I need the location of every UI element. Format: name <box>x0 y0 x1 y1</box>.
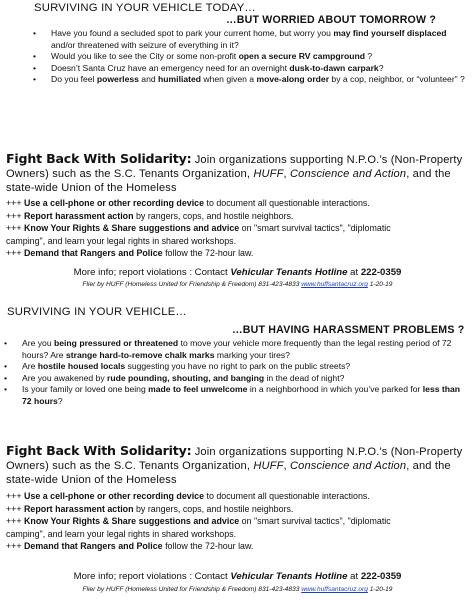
list-item: camping", and learn your legal rights in shared workshops. <box>6 235 237 246</box>
fight-back-heading: Fight Back With Solidarity: <box>6 443 192 458</box>
list-item: +++ Know Your Rights & Share suggestions and advice on "smart survival tactics", "diplomatic <box>6 223 391 234</box>
fight-back-heading: Fight Back With Solidarity: <box>6 151 192 166</box>
section2-bullet-list <box>4 338 470 408</box>
contact-info: More info; report violations : Contact Vehicular Tenants Hotline at 222-0359 <box>73 267 402 278</box>
section1-bullet-list <box>33 28 469 86</box>
list-item: +++ Demand that Rangers and Police follow the 72-hour law. <box>6 248 254 259</box>
list-item: • Are you being pressured or threatened to move your vehicle more frequently than the legal resting period of 72 hours? Are strange hard-to-remove chalk marks marking your tires? <box>4 338 452 360</box>
list-item: • Is your family or loved one being made to feel unwelcome in a neighborhood in which you’ve parked for less than 72 hours? <box>4 384 461 406</box>
action-steps-repeat <box>6 490 472 553</box>
section1-title: SURVIVING IN YOUR VEHICLE TODAY… <box>34 2 256 14</box>
list-item: • Are hostile housed locals suggesting you have no right to park on the public streets? <box>4 361 351 372</box>
list-item: • Are you awakened by rude pounding, shouting, and banging in the dead of night? <box>4 372 345 383</box>
section2-subtitle: …BUT HAVING HARASSMENT PROBLEMS ? <box>232 324 465 336</box>
flier-credit: Flier by HUFF (Homeless United for Friendship & Freedom) 831-423-4833 www.huffsantacruz.org 1-20-19 <box>82 281 393 288</box>
hotline-phone: 222-0359 <box>360 267 402 278</box>
huff-website-link[interactable]: www.huffsantacruz.org <box>301 281 368 288</box>
list-item: • Have you found a secluded spot to park your current home, but worry you may find yourself displaced and/or threatened with seizure of everything in it? <box>33 28 447 50</box>
contact-info-repeat: More info; report violations : Contact Vehicular Tenants Hotline at 222-0359 <box>73 571 402 582</box>
list-item: +++ Report harassment action by rangers, cops, and hostile neighbors. <box>6 210 294 221</box>
list-item: +++ Know Your Rights & Share suggestions and advice on "smart survival tactics", "diplomatic <box>6 516 391 527</box>
fight-back-paragraph: Fight Back With Solidarity: Join organizations supporting N.P.O.’s (Non-Property Owners) such as the S.C. Tenants Organization, HUFF, Conscience and Action, and the state-wide Union of the Homeless <box>6 151 463 194</box>
huff-website-link[interactable]: www.huffsantacruz.org <box>301 586 368 593</box>
hotline-name: Vehicular Tenants Hotline <box>230 267 348 278</box>
list-item: camping", and learn your legal rights in shared workshops. <box>6 528 237 539</box>
action-steps <box>6 197 472 260</box>
list-item: • Do you feel powerless and humiliated when given a move-along order by a cop, neighbor, or “volunteer” ? <box>33 74 465 85</box>
flier-credit-repeat: Flier by HUFF (Homeless United for Friendship & Freedom) 831-423-4833 www.huffsantacruz.org 1-20-19 <box>82 586 393 593</box>
list-item: • Doesn’t Santa Cruz have an emergency need for an overnight dusk-to-dawn carpark? <box>33 62 384 73</box>
list-item: +++ Use a cell-phone or other recording device to document all questionable interactions. <box>6 491 370 501</box>
list-item: +++ Report harassment action by rangers, cops, and hostile neighbors. <box>6 503 294 514</box>
list-item: +++ Demand that Rangers and Police follow the 72-hour law. <box>6 541 254 552</box>
fight-back-paragraph-repeat: Fight Back With Solidarity: Join organizations supporting N.P.O.’s (Non-Property Owners) such as the S.C. Tenants Organization, HUFF, Conscience and Action, and the state-wide Union of the Homeless <box>6 443 463 486</box>
section1-subtitle: …BUT WORRIED ABOUT TOMORROW ? <box>226 14 437 26</box>
section2-title: SURVIVING IN YOUR VEHICLE… <box>7 306 187 318</box>
list-item: • Would you like to see the City or some non-profit open a secure RV campground ? <box>33 51 373 62</box>
hotline-phone: 222-0359 <box>360 571 402 582</box>
list-item: +++ Use a cell-phone or other recording device to document all questionable interactions. <box>6 198 370 208</box>
hotline-name: Vehicular Tenants Hotline <box>230 571 348 582</box>
